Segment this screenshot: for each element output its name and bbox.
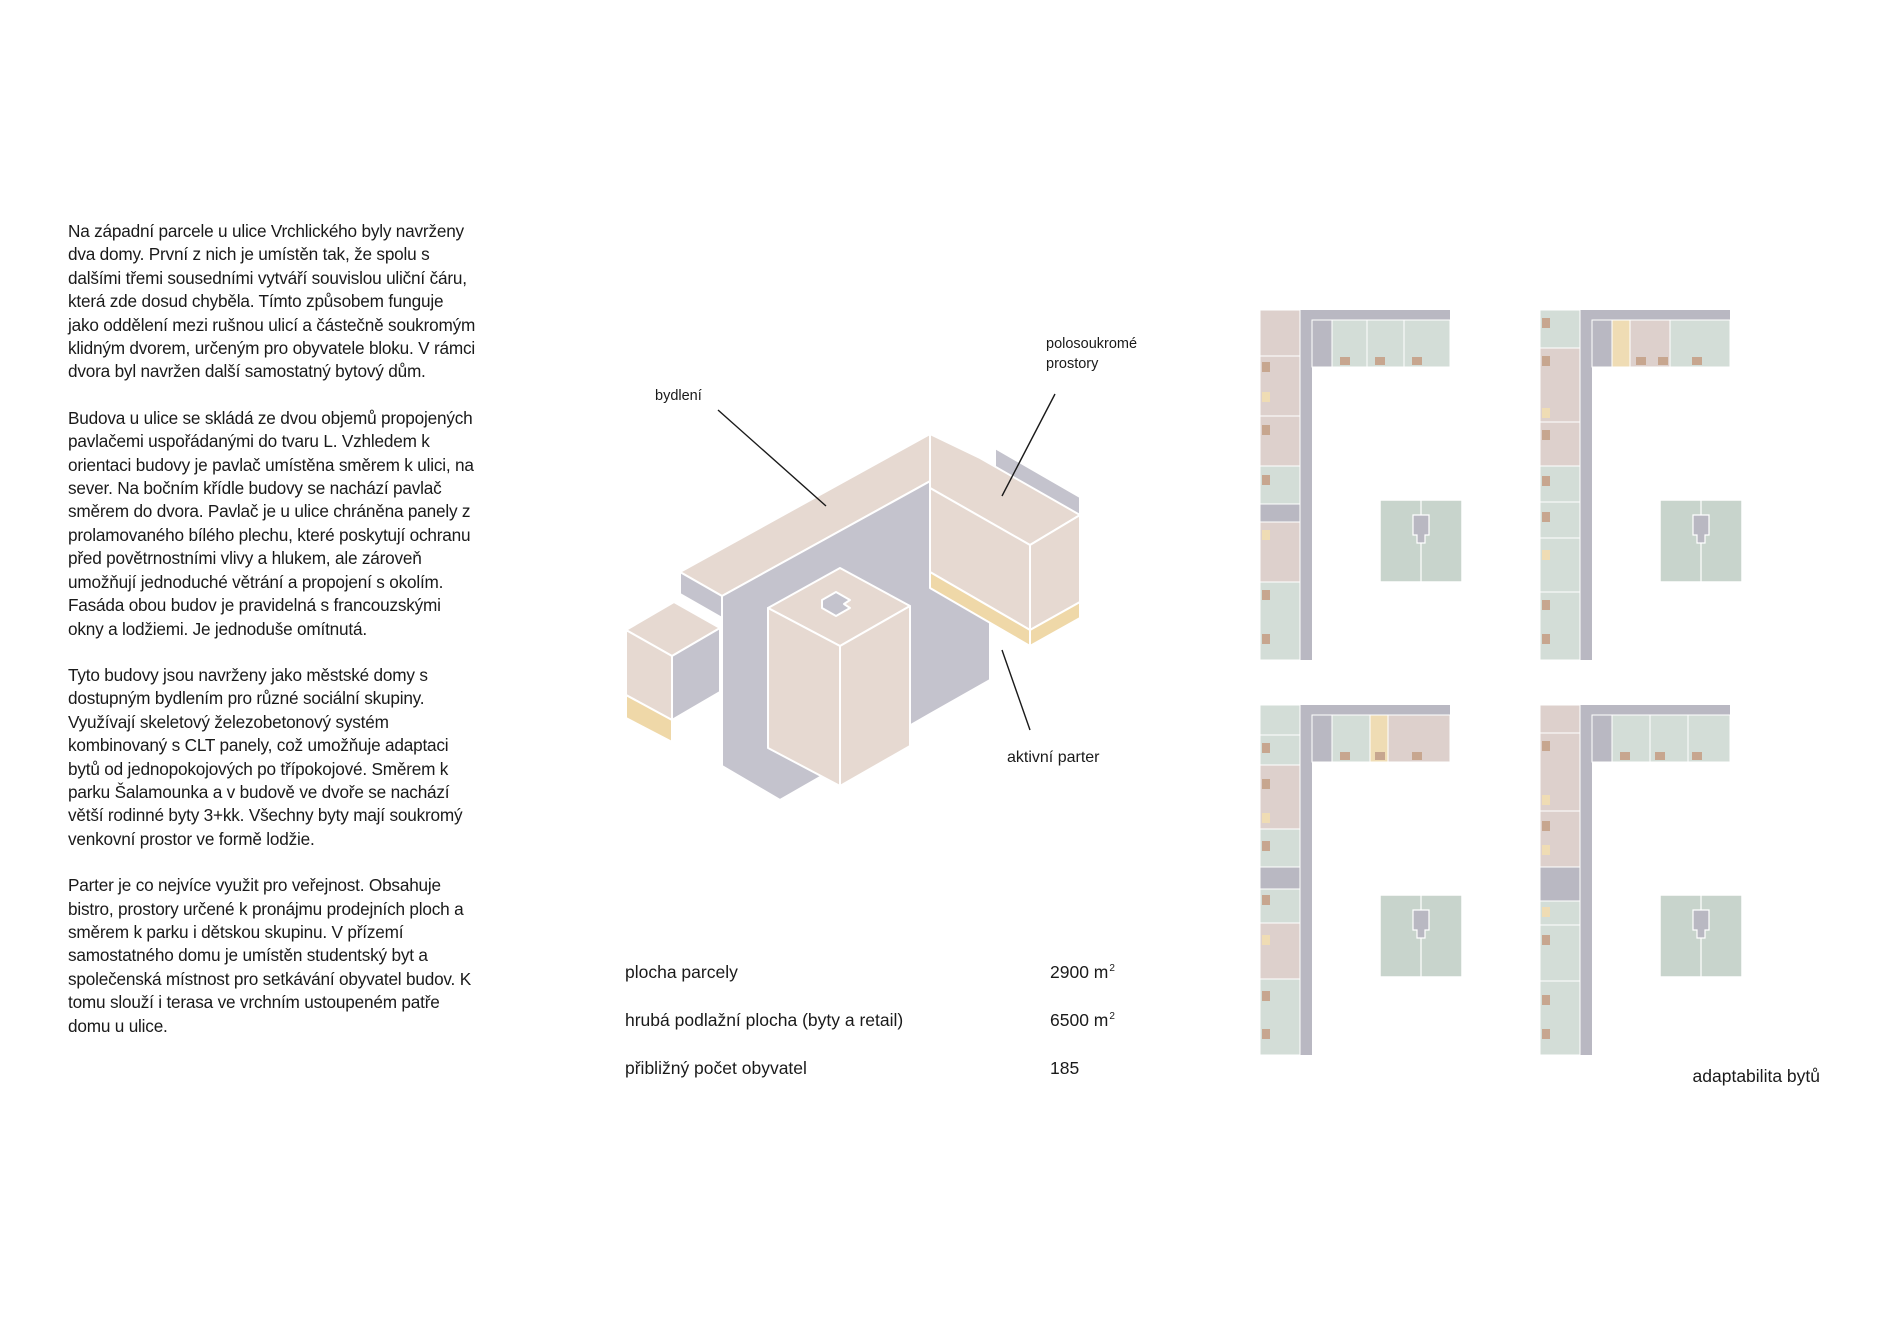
- stat-row: [625, 1058, 1145, 1082]
- paragraph: Tyto budovy jsou navrženy jako městské domy s dostupným bydlením pro různé sociální skupiny. Využívají skeletový železobetonový systém kombinovaný s CLT panely, což umožňuje adaptaci bytů od jednopokojových po třípokojové. Směrem k parku Šalamounka a v budově ve dvoře se nachází větší rodinné byty 3+kk. Všechny byty mají soukromý venkovní prostor ve formě lodžie.: [68, 664, 463, 849]
- label-semi-private: [1046, 334, 1137, 374]
- stat-row: [625, 1010, 1145, 1034]
- label-semi-private-line1: polosoukromé: [1046, 336, 1138, 352]
- paragraph: Na západní parcele u ulice Vrchlického byly navrženy dva domy. První z nich je umístěn tak, že spolu s dalšími třemi sousedními vytváří souvislou uliční čáru, která zde dosud chyběla. Tímto způsobem funguje jako oddělení mezi rušnou ulicí a částečně soukromým klidným dvorem, určeným pro obyvatele bloku. V rámci dvora byl navržen další samostatný bytový dům.: [68, 221, 476, 382]
- stat-label: plocha parcely: [625, 962, 738, 982]
- plans-caption: adaptabilita bytů: [1692, 1066, 1820, 1086]
- stat-label: hrubá podlažní plocha (byty a retail): [625, 1010, 904, 1030]
- description-text: [68, 220, 478, 1061]
- floor-plan-variant-1: [1260, 310, 1462, 660]
- stat-row: [625, 962, 1145, 986]
- floor-plan-variant-3: [1260, 705, 1462, 1055]
- label-semi-private-line2: prostory: [1046, 356, 1099, 372]
- paragraph: Budova u ulice se skládá ze dvou objemů propojených pavlačemi uspořádanými do tvaru L. Vzhledem k orientaci budovy je pavlač umístěna směrem k ulici, na sever. Na bočním křídle budovy se nachází pavlač směrem do dvora. Pavlač je u ulice chráněna panely z prolamovaného bílého plechu, které poskytují ochranu před povětrnostními vlivy a hlukem, ale zároveň umožňují jednoduché větrání a propojení s okolím. Fasáda obou budov je pravidelná s francouzskými okny a lodžiemi. Je jednoduše omítnutá.: [68, 407, 474, 639]
- floor-plan-variant-4: [1540, 705, 1742, 1055]
- stat-value: 6500 $m^2$: [1050, 1010, 1115, 1030]
- paragraph: Parter je co nejvíce využit pro veřejnost. Obsahuje bistro, prostory určené k pronájmu prodejních ploch a směrem k parku i dětskou skupinu. V přízemí samostatného domu je umístěn studentský byt a společenská místnost pro setkávání obyvatel budov. K tomu slouží i terasa ve vrchním ustoupeném patře domu u ulice.: [68, 875, 471, 1036]
- leader-line-housing: [718, 410, 826, 506]
- axonometric-diagram: [600, 300, 1120, 820]
- label-housing: bydlení: [655, 388, 702, 404]
- leader-line-active-ground: [1002, 650, 1030, 730]
- stat-value: 185: [1050, 1058, 1080, 1078]
- label-active-ground: aktivní parter: [1007, 749, 1100, 766]
- floor-plans: [1260, 300, 1840, 1080]
- stat-value: 2900 $m^2$: [1050, 962, 1115, 982]
- stat-label: přibližný počet obyvatel: [625, 1058, 807, 1078]
- floor-plan-variant-2: [1540, 310, 1742, 660]
